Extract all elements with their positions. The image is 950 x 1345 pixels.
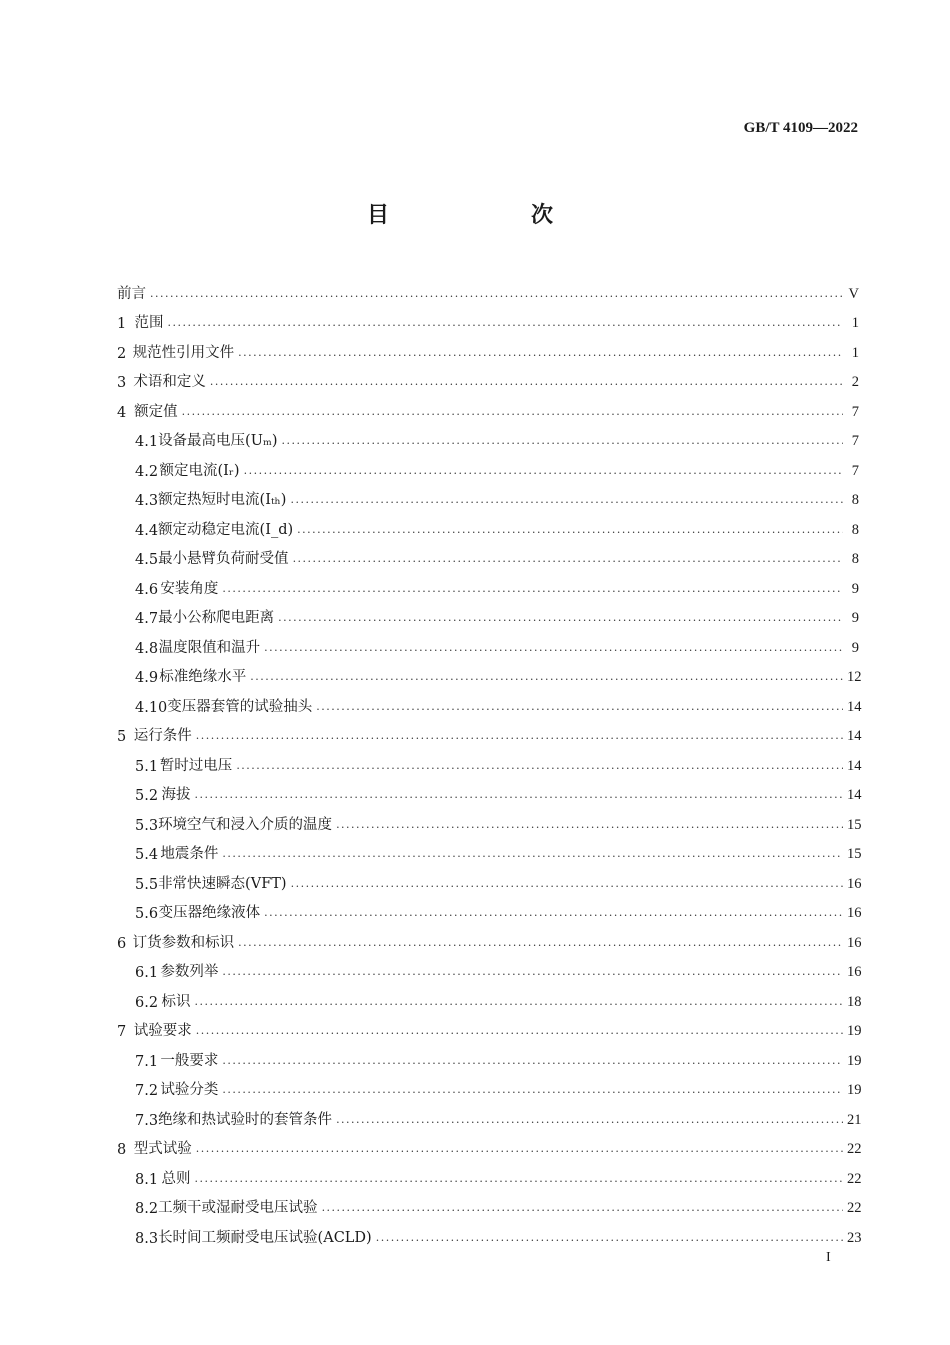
dot-leader [291, 880, 843, 893]
dot-leader [222, 585, 843, 598]
toc-entry-number: 1 [117, 316, 127, 332]
toc-entry-label: 海拔 [161, 787, 191, 803]
toc-entry-number: 5.3 [135, 817, 159, 834]
toc-entry-page: 9 [851, 639, 859, 656]
toc-entry[interactable] [117, 539, 859, 569]
toc-entry-number: 8.2 [135, 1201, 159, 1217]
toc-entry-page: 16 [847, 964, 862, 980]
toc-entry-label: 规范性引用文件 [132, 344, 235, 361]
toc-entry[interactable] [117, 1011, 862, 1041]
dot-leader [250, 673, 843, 686]
toc-entry-page: 1 [851, 315, 859, 331]
toc-entry-page: 22 [847, 1141, 862, 1157]
toc-entry-number: 4.1 [135, 434, 159, 450]
toc-entry-number: 6.2 [135, 994, 159, 1011]
standard-code: GB/T 4109—2022 [743, 120, 858, 136]
toc-entry-number: 4.4 [135, 522, 159, 539]
toc-entry-label: 额定热短时电流(Iₜₕ) [158, 492, 287, 508]
toc-entry-number: 5.4 [135, 847, 159, 863]
toc-entry[interactable] [117, 657, 862, 687]
toc-entry-label: 额定动稳定电流(I_d) [158, 521, 294, 538]
toc-entry-page: 19 [847, 1082, 862, 1098]
toc-entry-label: 范围 [134, 315, 164, 331]
toc-entry-page: 14 [847, 698, 862, 715]
toc-entry-page: 19 [847, 1052, 862, 1069]
dot-leader [336, 821, 843, 834]
toc-entry-number: 4.2 [135, 463, 159, 480]
toc-entry-page: 12 [847, 669, 862, 685]
page-title: 目 次 [366, 202, 613, 228]
toc-entry-page: 15 [847, 846, 862, 862]
dot-leader [150, 290, 843, 303]
toc-entry-number: 8.3 [135, 1230, 159, 1247]
toc-entry[interactable] [117, 362, 859, 392]
toc-entry-label: 安装角度 [160, 580, 219, 597]
toc-entry-page: 19 [847, 1023, 862, 1039]
toc-entry[interactable] [117, 952, 862, 982]
toc-entry-page: 22 [847, 1170, 862, 1187]
dot-leader [236, 762, 843, 775]
toc-entry-label: 地震条件 [160, 846, 219, 862]
dot-leader [195, 1175, 843, 1188]
dot-leader [238, 939, 843, 952]
toc-entry-label: 订货参数和标识 [132, 934, 235, 951]
toc-entry-number: 3 [117, 375, 127, 391]
toc-entry[interactable] [117, 480, 859, 510]
toc-entry-page: 14 [847, 757, 862, 774]
toc-entry-label: 环境空气和浸入介质的温度 [158, 816, 333, 833]
dot-leader [195, 998, 843, 1011]
toc-entry-number: 2 [117, 345, 127, 362]
toc-entry-label: 非常快速瞬态(VFT) [158, 875, 287, 892]
dot-leader [196, 732, 843, 745]
toc-entry-label: 最小悬臂负荷耐受值 [158, 551, 289, 567]
toc-entry-page: 16 [847, 905, 862, 921]
dot-leader [244, 467, 843, 480]
toc-entry[interactable] [117, 332, 859, 362]
toc-entry-number: 4.10 [135, 699, 168, 716]
toc-entry[interactable] [117, 509, 859, 539]
toc-entry-label: 一般要求 [160, 1052, 219, 1069]
toc-entry[interactable] [117, 568, 859, 598]
toc-entry-page: 7 [851, 462, 859, 479]
toc-entry[interactable] [117, 981, 862, 1011]
toc-entry-number: 6 [117, 935, 127, 952]
toc-entry[interactable] [117, 863, 862, 893]
toc-entry-label: 最小公称爬电距离 [158, 610, 275, 626]
toc-entry-number: 7 [117, 1024, 127, 1040]
toc-entry-page: 9 [851, 580, 859, 597]
toc-entry-page: 2 [851, 374, 859, 390]
toc-entry-label: 工频干或湿耐受电压试验 [158, 1200, 318, 1216]
dot-leader [336, 1116, 843, 1129]
toc-entry[interactable] [117, 804, 862, 834]
toc-entry-label: 绝缘和热试验时的套管条件 [158, 1111, 333, 1128]
dot-leader [238, 349, 843, 362]
toc-entry-label: 标准绝缘水平 [159, 669, 247, 685]
toc-entry-page: 8 [851, 521, 859, 538]
dot-leader [282, 437, 844, 450]
toc-entry-page: 15 [847, 816, 862, 833]
toc-entry-label: 运行条件 [133, 728, 192, 744]
toc-entry-label: 前言 [117, 285, 146, 302]
dot-leader [222, 968, 843, 981]
dot-leader [293, 555, 843, 568]
toc-entry-label: 设备最高电压(Uₘ) [158, 433, 278, 449]
toc-entry-label: 总则 [161, 1170, 191, 1187]
toc-entry-page: 7 [851, 403, 859, 420]
toc-entry[interactable] [117, 716, 862, 746]
toc-entry-number: 5 [117, 729, 127, 745]
toc-entry[interactable] [117, 627, 859, 657]
dot-leader [264, 909, 843, 922]
toc-entry-label: 额定电流(Iᵣ) [159, 462, 240, 479]
toc-entry-number: 4.6 [135, 581, 159, 598]
dot-leader [196, 1145, 843, 1158]
toc-entry-page: 14 [847, 787, 862, 803]
dot-leader [264, 644, 843, 657]
toc-entry-number: 4.5 [135, 552, 159, 568]
toc-entry-page: V [848, 285, 859, 302]
toc-entry[interactable] [117, 450, 859, 480]
toc-entry-number: 4.9 [135, 670, 159, 686]
toc-entry-number: 5.5 [135, 876, 159, 893]
toc-entry[interactable] [117, 303, 859, 333]
toc-entry[interactable] [117, 1129, 862, 1159]
toc-entry-number: 6.1 [135, 965, 159, 981]
toc-entry-number: 4 [117, 404, 127, 421]
toc-entry-number: 5.1 [135, 758, 159, 775]
toc-entry-label: 参数列举 [160, 964, 219, 980]
toc-entry[interactable] [117, 1040, 862, 1070]
dot-leader [222, 1057, 843, 1070]
toc-entry-number: 5.6 [135, 906, 159, 922]
toc-entry-page: 22 [847, 1200, 862, 1216]
toc-entry-label: 试验分类 [160, 1082, 219, 1098]
toc-entry-number: 4.7 [135, 611, 159, 627]
dot-leader [376, 1234, 843, 1247]
toc-entry-label: 变压器套管的试验抽头 [167, 698, 313, 715]
toc-entry[interactable] [117, 1099, 862, 1129]
toc-entry-label: 额定值 [134, 403, 178, 420]
toc-entry-label: 长时间工频耐受电压试验(ACLD) [158, 1229, 372, 1246]
dot-leader [278, 614, 843, 627]
toc-entry[interactable] [117, 686, 862, 716]
dot-leader [195, 791, 843, 804]
toc-entry-page: 23 [847, 1229, 862, 1246]
toc-entry-number: 4.3 [135, 493, 159, 509]
toc-entry-number: 7.2 [135, 1083, 159, 1099]
toc-entry[interactable] [117, 1217, 862, 1247]
dot-leader [290, 496, 843, 509]
table-of-contents [117, 273, 862, 1247]
toc-entry-page: 21 [847, 1111, 862, 1128]
toc-entry-page: 8 [851, 492, 859, 508]
toc-entry[interactable] [117, 391, 859, 421]
toc-entry-page: 9 [851, 610, 859, 626]
toc-entry[interactable] [117, 922, 862, 952]
toc-entry-page: 14 [847, 728, 862, 744]
dot-leader [182, 408, 843, 421]
dot-leader [222, 1086, 843, 1099]
toc-entry[interactable] [117, 273, 859, 303]
toc-entry-number: 8.1 [135, 1171, 159, 1188]
dot-leader [322, 1204, 843, 1217]
toc-entry[interactable] [117, 775, 862, 805]
dot-leader [210, 378, 843, 391]
dot-leader [316, 703, 843, 716]
toc-entry-label: 标识 [161, 993, 191, 1010]
toc-entry[interactable] [117, 834, 862, 864]
dot-leader [222, 850, 843, 863]
toc-entry[interactable] [117, 1158, 862, 1188]
toc-entry-number: 4.8 [135, 640, 159, 657]
toc-entry-label: 试验要求 [133, 1023, 192, 1039]
toc-entry[interactable] [117, 1070, 862, 1100]
dot-leader [297, 526, 843, 539]
page-number: I [826, 1250, 831, 1265]
toc-entry-label: 变压器绝缘液体 [158, 905, 261, 921]
toc-entry[interactable] [117, 745, 862, 775]
toc-entry-page: 8 [851, 551, 859, 567]
toc-entry-label: 暂时过电压 [159, 757, 233, 774]
toc-entry-page: 7 [851, 433, 859, 449]
toc-entry-page: 1 [851, 344, 859, 361]
toc-entry-page: 16 [847, 875, 862, 892]
toc-entry-label: 术语和定义 [133, 374, 206, 390]
toc-entry-number: 7.3 [135, 1112, 159, 1129]
toc-entry-page: 18 [847, 993, 862, 1010]
toc-entry-page: 16 [847, 934, 862, 951]
toc-entry[interactable] [117, 893, 862, 923]
toc-entry-number: 7.1 [135, 1053, 159, 1070]
toc-entry[interactable] [117, 421, 859, 451]
toc-entry[interactable] [117, 598, 859, 628]
toc-entry-number: 8 [117, 1142, 127, 1158]
toc-entry-label: 型式试验 [133, 1141, 192, 1157]
toc-entry-number: 5.2 [135, 788, 159, 804]
dot-leader [167, 319, 843, 332]
toc-entry-label: 温度限值和温升 [158, 639, 261, 656]
toc-entry[interactable] [117, 1188, 862, 1218]
dot-leader [196, 1027, 843, 1040]
